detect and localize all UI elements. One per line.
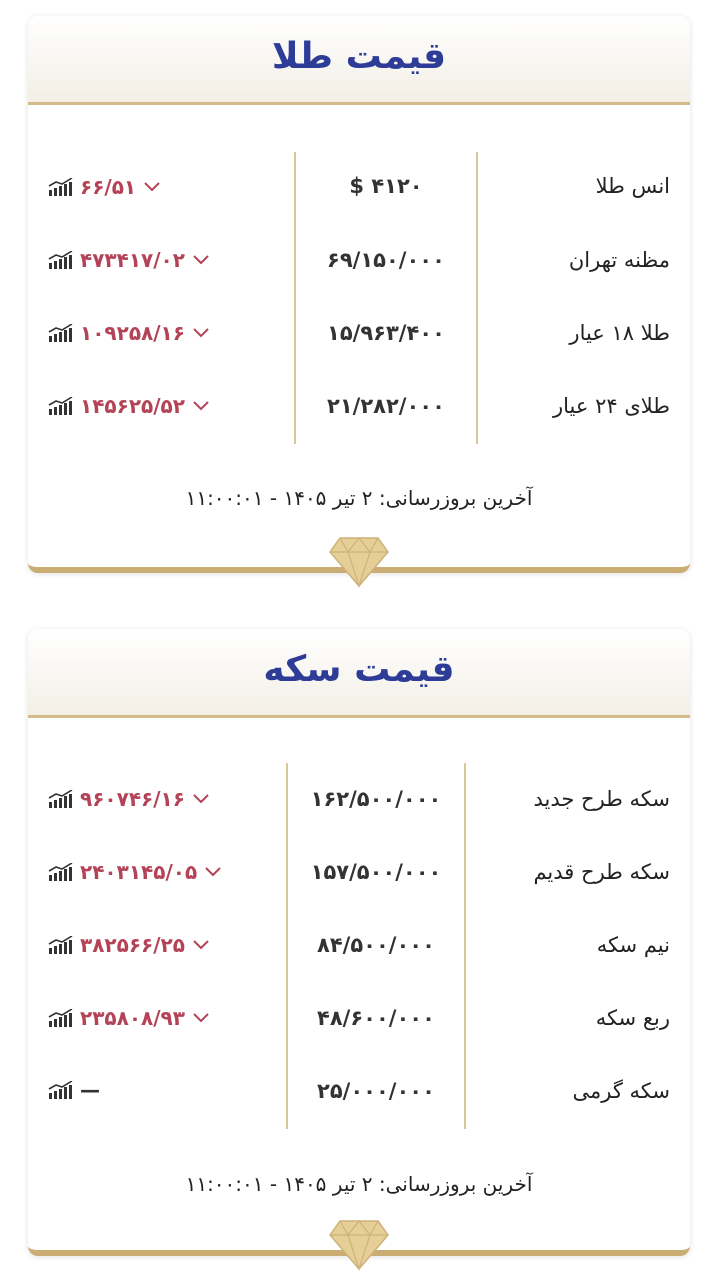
- coin-row-change[interactable]: [48, 857, 221, 887]
- gold-row-change[interactable]: [48, 172, 160, 202]
- gold-row-name: طلای ۲۴ عیار: [552, 394, 670, 418]
- gold-price-card: [28, 16, 690, 573]
- gold-row-change[interactable]: [48, 391, 209, 421]
- bar-chart-trend-icon[interactable]: [48, 1081, 74, 1099]
- coin-row-price: ۸۴/۵۰۰/۰۰۰: [317, 933, 435, 957]
- chevron-down-icon: [144, 182, 160, 192]
- change-value: ۶۶/۵۱: [80, 175, 137, 199]
- gold-row-change[interactable]: [48, 318, 209, 348]
- chevron-down-icon: [193, 940, 209, 950]
- coin-row-price: ۴۸/۶۰۰/۰۰۰: [317, 1006, 435, 1030]
- column-divider: [476, 152, 478, 444]
- chevron-down-icon: [193, 255, 209, 265]
- coin-card-header: [28, 629, 690, 718]
- gold-row-name: طلا ۱۸ عیار: [569, 321, 670, 345]
- coin-card-title: قیمت سکه: [263, 649, 455, 690]
- bar-chart-trend-icon[interactable]: [48, 324, 74, 342]
- coin-row-price: ۲۵/۰۰۰/۰۰۰: [317, 1079, 435, 1103]
- change-value: ۲۳۵۸۰۸/۹۳: [80, 1006, 185, 1030]
- column-divider: [464, 763, 466, 1129]
- diamond-icon: [328, 536, 390, 588]
- coin-row-change[interactable]: [48, 1003, 209, 1033]
- chevron-down-icon: [193, 401, 209, 411]
- gold-card-title: قیمت طلا: [271, 36, 447, 77]
- bar-chart-trend-icon[interactable]: [48, 790, 74, 808]
- gold-row-name: مظنه تهران: [568, 248, 670, 272]
- last-update-text: آخرین بروزرسانی: ۲ تیر ۱۴۰۵ - ۱۱:۰۰:۰۱: [185, 486, 533, 510]
- coin-row-name: ربع سکه: [595, 1006, 670, 1030]
- change-value: ۱۴۵۶۲۵/۵۲: [80, 394, 185, 418]
- coin-row-name: سکه گرمی: [572, 1079, 670, 1103]
- coin-row-change[interactable]: [48, 1075, 100, 1105]
- coin-row-name: نیم سکه: [596, 933, 670, 957]
- bar-chart-trend-icon[interactable]: [48, 251, 74, 269]
- bar-chart-trend-icon[interactable]: [48, 397, 74, 415]
- change-value: ۲۴۰۳۱۴۵/۰۵: [80, 860, 198, 884]
- coin-price-card: [28, 629, 690, 1256]
- gold-row-price: ۱۵/۹۶۳/۴۰۰: [327, 321, 445, 345]
- coin-row-name: سکه طرح قدیم: [533, 860, 670, 884]
- gold-row-price: ۶۹/۱۵۰/۰۰۰: [327, 248, 445, 272]
- gold-row-price: ۴۱۲۰ $: [349, 174, 423, 198]
- gold-row-price: ۲۱/۲۸۲/۰۰۰: [327, 394, 445, 418]
- gold-row-name: انس طلا: [595, 174, 670, 198]
- coin-row-name: سکه طرح جدید: [533, 787, 670, 811]
- change-value: ۱۰۹۲۵۸/۱۶: [80, 321, 185, 345]
- chevron-down-icon: [193, 328, 209, 338]
- gold-row-change[interactable]: [48, 245, 209, 275]
- bar-chart-trend-icon[interactable]: [48, 936, 74, 954]
- chevron-down-icon: [193, 1013, 209, 1023]
- gold-card-header: [28, 16, 690, 105]
- coin-row-price: ۱۶۲/۵۰۰/۰۰۰: [310, 787, 442, 811]
- last-update-text: آخرین بروزرسانی: ۲ تیر ۱۴۰۵ - ۱۱:۰۰:۰۱: [185, 1172, 533, 1196]
- change-value: ۳۸۲۵۶۶/۲۵: [80, 933, 185, 957]
- bar-chart-trend-icon[interactable]: [48, 178, 74, 196]
- bar-chart-trend-icon[interactable]: [48, 1009, 74, 1027]
- chevron-down-icon: [193, 794, 209, 804]
- coin-row-price: ۱۵۷/۵۰۰/۰۰۰: [310, 860, 442, 884]
- coin-row-change[interactable]: [48, 784, 209, 814]
- bar-chart-trend-icon[interactable]: [48, 863, 74, 881]
- chevron-down-icon: [205, 867, 221, 877]
- change-value: ۴۷۳۴۱۷/۰۲: [80, 248, 185, 272]
- coin-row-change[interactable]: [48, 930, 209, 960]
- change-value: ۹۶۰۷۴۶/۱۶: [80, 787, 185, 811]
- diamond-icon: [328, 1219, 390, 1271]
- change-value: —: [80, 1078, 100, 1102]
